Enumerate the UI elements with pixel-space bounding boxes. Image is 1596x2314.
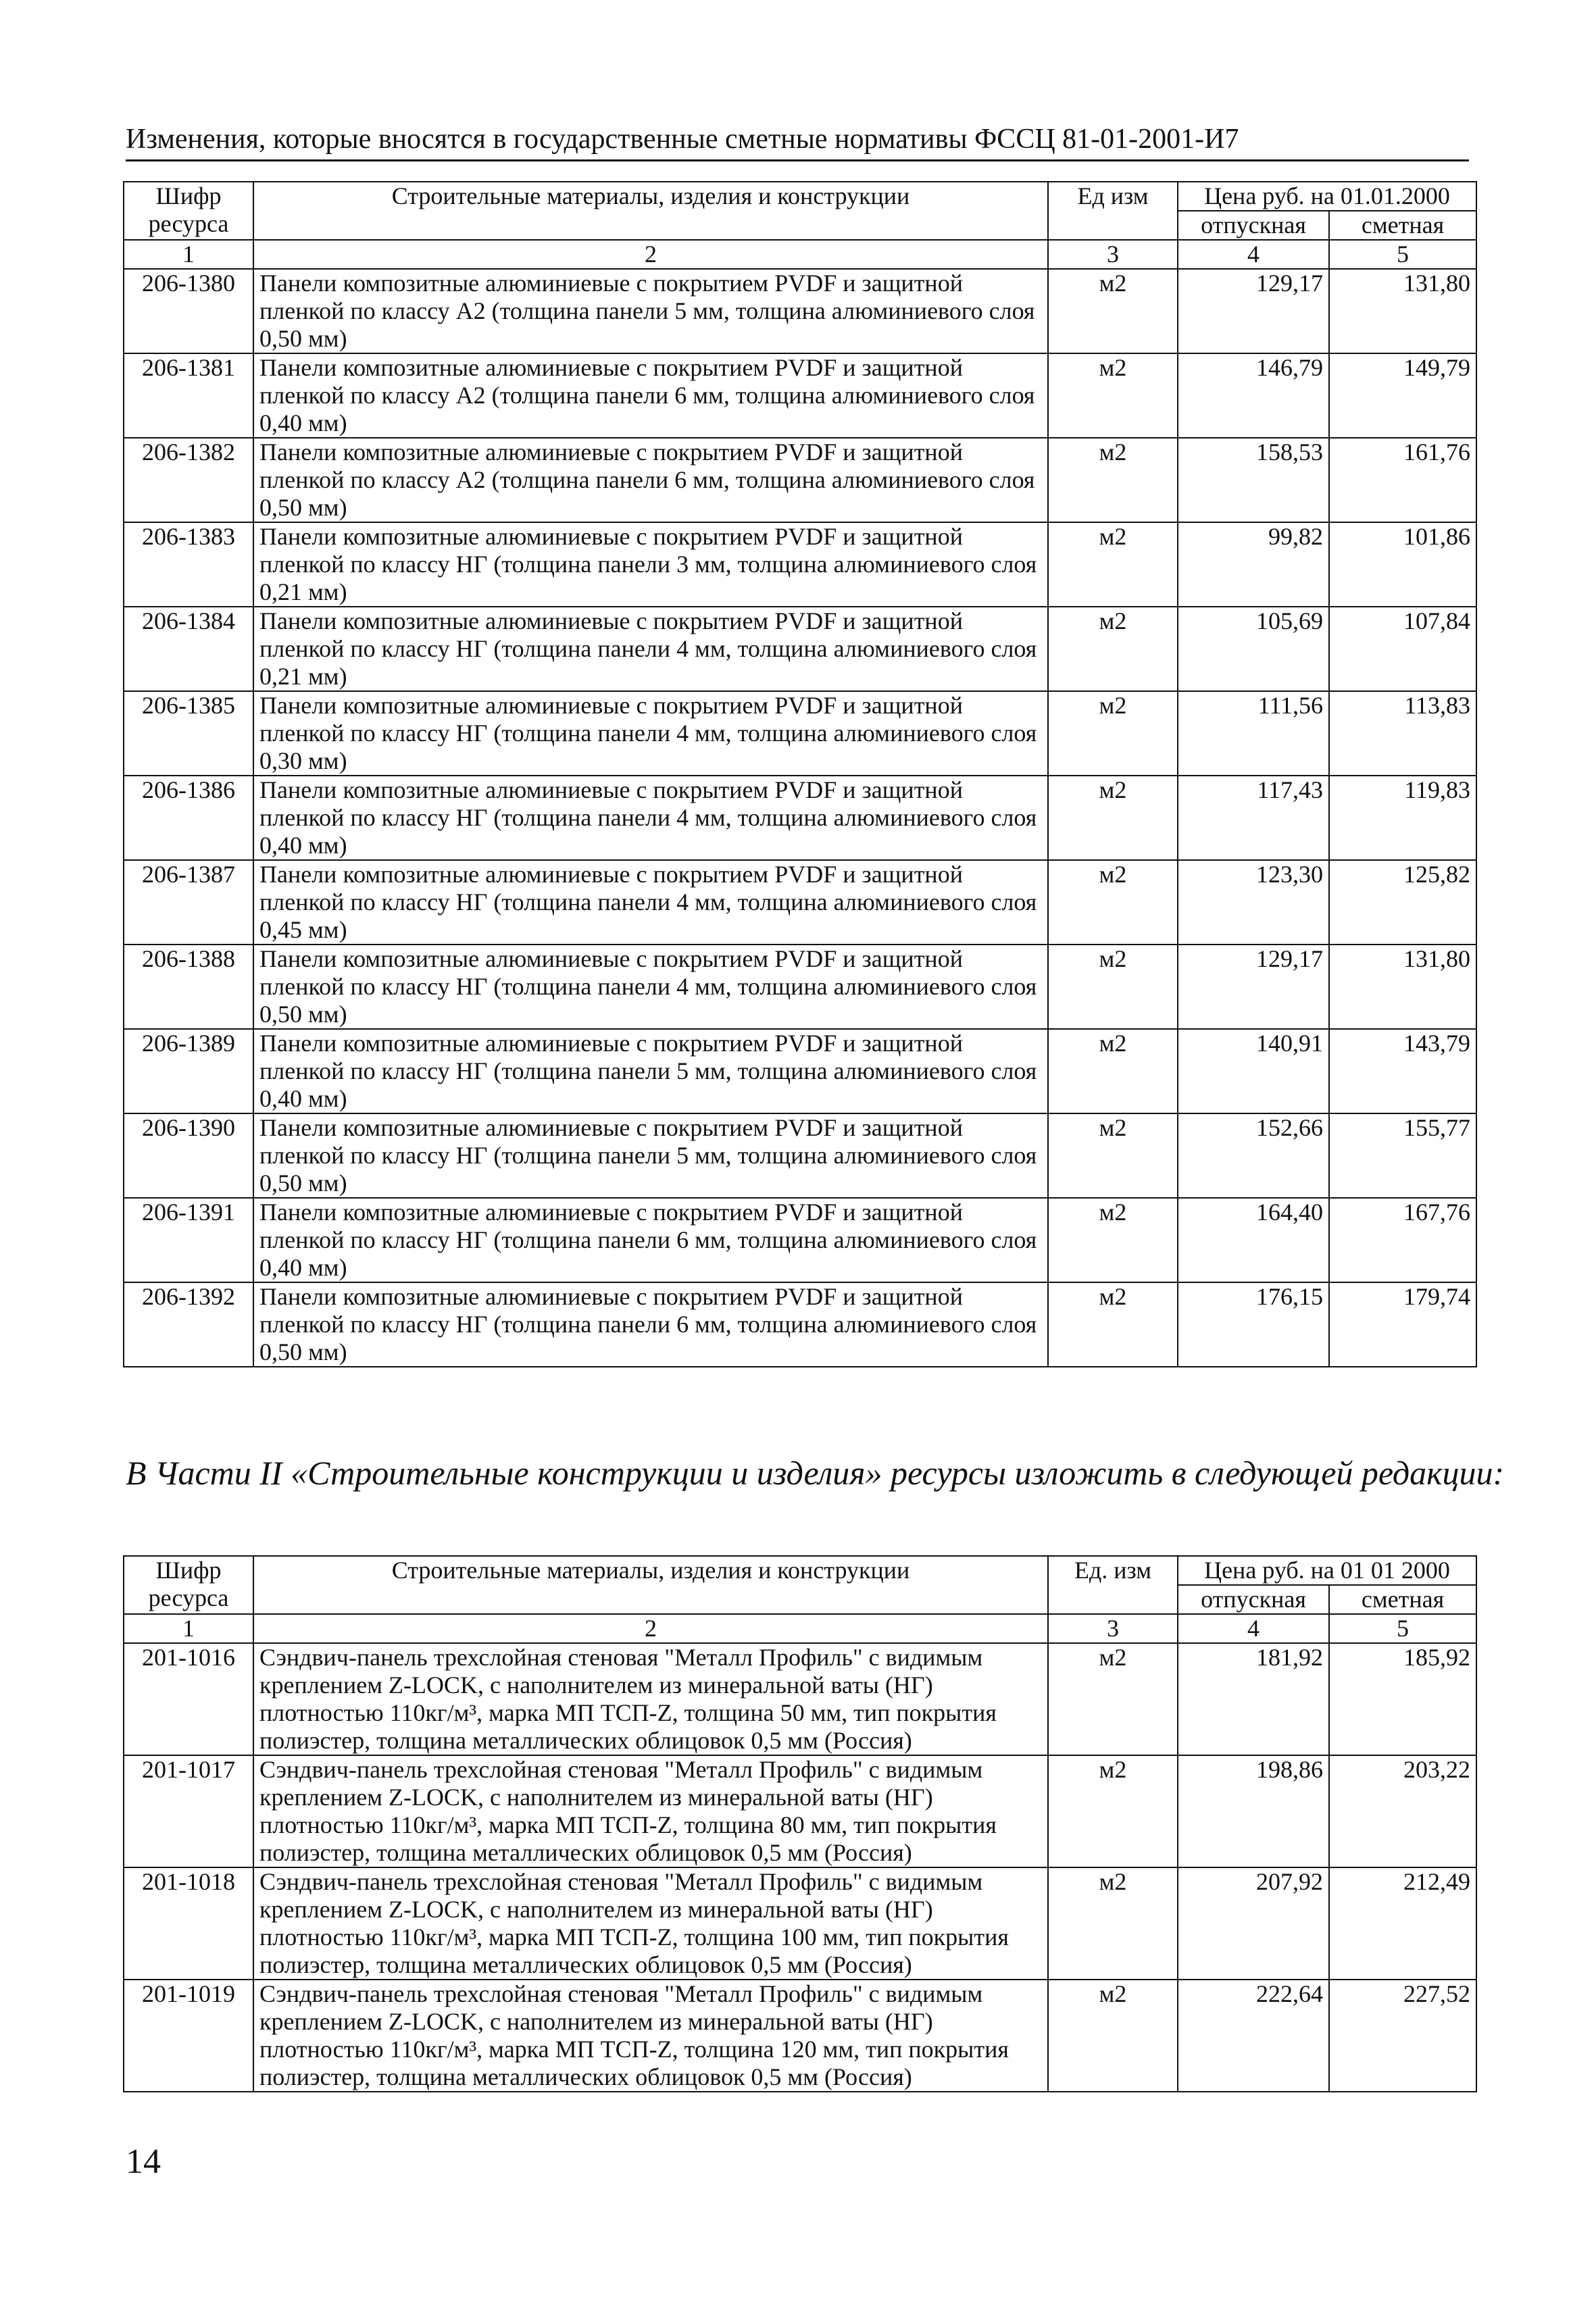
header-name: Строительные материалы, изделия и конструкции	[253, 1556, 1048, 1614]
resource-name-cell: Панели композитные алюминиевые с покрытием PVDF и защитной пленкой по классу НГ (толщина панели 4 мм, толщина алюминиевого слоя 0,45 мм)	[253, 860, 1048, 945]
release-price-cell: 222,64	[1178, 1980, 1329, 2092]
page-header: Изменения, которые вносятся в государственные сметные нормативы ФССЦ 81-01-2001-И7	[126, 120, 1469, 161]
resource-name-cell: Сэндвич-панель трехслойная стеновая "Металл Профиль" с видимым креплением Z-LOCK, с наполнителем из минеральной ваты (НГ) плотностью 110кг/м³, марка МП ТСП-Z, толщина 80 мм, тип покрытия полиэстер, толщина металлических облицовок 0,5 мм (Россия)	[253, 1755, 1048, 1867]
column-number: 2	[253, 1614, 1048, 1643]
resource-code-cell: 201-1018	[124, 1867, 253, 1980]
resource-code-cell: 206-1388	[124, 945, 253, 1029]
resource-code-cell: 206-1387	[124, 860, 253, 945]
header-code: Шифр ресурса	[124, 1556, 253, 1614]
resource-name-cell: Панели композитные алюминиевые с покрытием PVDF и защитной пленкой по классу А2 (толщина панели 6 мм, толщина алюминиевого слоя 0,50 мм)	[253, 438, 1048, 522]
resource-code-cell: 206-1385	[124, 691, 253, 776]
resource-table-part-i	[123, 181, 1477, 1367]
column-number: 1	[124, 240, 253, 269]
table-row	[124, 1282, 1476, 1367]
header-price-estimate: сметная	[1329, 1585, 1476, 1614]
header-price-group: Цена руб. на 01.01.2000	[1178, 182, 1476, 211]
table-row	[124, 945, 1476, 1029]
unit-cell: м2	[1048, 1198, 1178, 1282]
resource-name-cell: Панели композитные алюминиевые с покрытием PVDF и защитной пленкой по классу НГ (толщина панели 6 мм, толщина алюминиевого слоя 0,50 мм)	[253, 1282, 1048, 1367]
column-number: 5	[1329, 1614, 1476, 1643]
resource-code-cell: 206-1381	[124, 353, 253, 438]
resource-code-cell: 206-1382	[124, 438, 253, 522]
unit-cell: м2	[1048, 860, 1178, 945]
unit-cell: м2	[1048, 438, 1178, 522]
unit-cell: м2	[1048, 776, 1178, 860]
resource-code-cell: 206-1386	[124, 776, 253, 860]
resource-name-cell: Сэндвич-панель трехслойная стеновая "Металл Профиль" с видимым креплением Z-LOCK, с наполнителем из минеральной ваты (НГ) плотностью 110кг/м³, марка МП ТСП-Z, толщина 100 мм, тип покрытия полиэстер, толщина металлических облицовок 0,5 мм (Россия)	[253, 1867, 1048, 1980]
resource-name-cell: Панели композитные алюминиевые с покрытием PVDF и защитной пленкой по классу А2 (толщина панели 5 мм, толщина алюминиевого слоя 0,50 мм)	[253, 269, 1048, 353]
estimate-price-cell: 149,79	[1329, 353, 1476, 438]
resource-code-cell: 206-1391	[124, 1198, 253, 1282]
column-number: 4	[1178, 1614, 1329, 1643]
estimate-price-cell: 167,76	[1329, 1198, 1476, 1282]
unit-cell: м2	[1048, 945, 1178, 1029]
release-price-cell: 99,82	[1178, 522, 1329, 607]
header-unit: Ед. изм	[1048, 1556, 1178, 1614]
release-price-cell: 123,30	[1178, 860, 1329, 945]
resource-code-cell: 201-1017	[124, 1755, 253, 1867]
estimate-price-cell: 143,79	[1329, 1029, 1476, 1113]
resource-name-cell: Панели композитные алюминиевые с покрытием PVDF и защитной пленкой по классу А2 (толщина панели 6 мм, толщина алюминиевого слоя 0,40 мм)	[253, 353, 1048, 438]
table-row	[124, 1980, 1476, 2092]
resource-name-cell: Панели композитные алюминиевые с покрытием PVDF и защитной пленкой по классу НГ (толщина панели 6 мм, толщина алюминиевого слоя 0,40 мм)	[253, 1198, 1048, 1282]
release-price-cell: 198,86	[1178, 1755, 1329, 1867]
estimate-price-cell: 113,83	[1329, 691, 1476, 776]
table-row	[124, 1755, 1476, 1867]
resource-name-cell: Панели композитные алюминиевые с покрытием PVDF и защитной пленкой по классу НГ (толщина панели 4 мм, толщина алюминиевого слоя 0,30 мм)	[253, 691, 1048, 776]
resource-name-cell: Панели композитные алюминиевые с покрытием PVDF и защитной пленкой по классу НГ (толщина панели 4 мм, толщина алюминиевого слоя 0,21 мм)	[253, 607, 1048, 691]
unit-cell: м2	[1048, 691, 1178, 776]
column-number: 2	[253, 240, 1048, 269]
estimate-price-cell: 212,49	[1329, 1867, 1476, 1980]
estimate-price-cell: 119,83	[1329, 776, 1476, 860]
release-price-cell: 158,53	[1178, 438, 1329, 522]
table-row	[124, 607, 1476, 691]
estimate-price-cell: 155,77	[1329, 1113, 1476, 1198]
estimate-price-cell: 179,74	[1329, 1282, 1476, 1367]
unit-cell: м2	[1048, 1755, 1178, 1867]
table-row	[124, 776, 1476, 860]
column-number: 3	[1048, 1614, 1178, 1643]
estimate-price-cell: 131,80	[1329, 269, 1476, 353]
resource-name-cell: Панели композитные алюминиевые с покрытием PVDF и защитной пленкой по классу НГ (толщина панели 3 мм, толщина алюминиевого слоя 0,21 мм)	[253, 522, 1048, 607]
table-row	[124, 1867, 1476, 1980]
table-row	[124, 1113, 1476, 1198]
resource-name-cell: Панели композитные алюминиевые с покрытием PVDF и защитной пленкой по классу НГ (толщина панели 4 мм, толщина алюминиевого слоя 0,40 мм)	[253, 776, 1048, 860]
column-number: 3	[1048, 240, 1178, 269]
release-price-cell: 129,17	[1178, 945, 1329, 1029]
column-number: 5	[1329, 240, 1476, 269]
table-row	[124, 1029, 1476, 1113]
resource-code-cell: 206-1390	[124, 1113, 253, 1198]
unit-cell: м2	[1048, 1980, 1178, 2092]
estimate-price-cell: 185,92	[1329, 1643, 1476, 1755]
unit-cell: м2	[1048, 1113, 1178, 1198]
release-price-cell: 181,92	[1178, 1643, 1329, 1755]
unit-cell: м2	[1048, 1282, 1178, 1367]
table-row	[124, 522, 1476, 607]
table-row	[124, 269, 1476, 353]
resource-code-cell: 201-1016	[124, 1643, 253, 1755]
release-price-cell: 207,92	[1178, 1867, 1329, 1980]
release-price-cell: 176,15	[1178, 1282, 1329, 1367]
table-row	[124, 353, 1476, 438]
header-price-group: Цена руб. на 01 01 2000	[1178, 1556, 1476, 1585]
unit-cell: м2	[1048, 353, 1178, 438]
resource-code-cell: 206-1389	[124, 1029, 253, 1113]
release-price-cell: 140,91	[1178, 1029, 1329, 1113]
estimate-price-cell: 227,52	[1329, 1980, 1476, 2092]
header-price-estimate: сметная	[1329, 211, 1476, 240]
resource-name-cell: Сэндвич-панель трехслойная стеновая "Металл Профиль" с видимым креплением Z-LOCK, с наполнителем из минеральной ваты (НГ) плотностью 110кг/м³, марка МП ТСП-Z, толщина 50 мм, тип покрытия полиэстер, толщина металлических облицовок 0,5 мм (Россия)	[253, 1643, 1048, 1755]
estimate-price-cell: 161,76	[1329, 438, 1476, 522]
column-number: 4	[1178, 240, 1329, 269]
table-row	[124, 1643, 1476, 1755]
release-price-cell: 105,69	[1178, 607, 1329, 691]
resource-code-cell: 201-1019	[124, 1980, 253, 2092]
unit-cell: м2	[1048, 1867, 1178, 1980]
estimate-price-cell: 203,22	[1329, 1755, 1476, 1867]
header-code: Шифр ресурса	[124, 182, 253, 240]
resource-code-cell: 206-1384	[124, 607, 253, 691]
header-unit: Ед изм	[1048, 182, 1178, 240]
resource-name-cell: Панели композитные алюминиевые с покрытием PVDF и защитной пленкой по классу НГ (толщина панели 5 мм, толщина алюминиевого слоя 0,50 мм)	[253, 1113, 1048, 1198]
column-number: 1	[124, 1614, 253, 1643]
resource-name-cell: Сэндвич-панель трехслойная стеновая "Металл Профиль" с видимым креплением Z-LOCK, с наполнителем из минеральной ваты (НГ) плотностью 110кг/м³, марка МП ТСП-Z, толщина 120 мм, тип покрытия полиэстер, толщина металлических облицовок 0,5 мм (Россия)	[253, 1980, 1048, 2092]
table-row	[124, 1198, 1476, 1282]
resource-code-cell: 206-1383	[124, 522, 253, 607]
table-row	[124, 438, 1476, 522]
unit-cell: м2	[1048, 522, 1178, 607]
release-price-cell: 164,40	[1178, 1198, 1329, 1282]
release-price-cell: 129,17	[1178, 269, 1329, 353]
estimate-price-cell: 131,80	[1329, 945, 1476, 1029]
page-number: 14	[126, 2142, 161, 2181]
resource-code-cell: 206-1380	[124, 269, 253, 353]
header-price-release: отпускная	[1178, 211, 1329, 240]
table-row	[124, 691, 1476, 776]
release-price-cell: 146,79	[1178, 353, 1329, 438]
unit-cell: м2	[1048, 607, 1178, 691]
release-price-cell: 152,66	[1178, 1113, 1329, 1198]
release-price-cell: 117,43	[1178, 776, 1329, 860]
estimate-price-cell: 101,86	[1329, 522, 1476, 607]
unit-cell: м2	[1048, 1029, 1178, 1113]
resource-name-cell: Панели композитные алюминиевые с покрытием PVDF и защитной пленкой по классу НГ (толщина панели 4 мм, толщина алюминиевого слоя 0,50 мм)	[253, 945, 1048, 1029]
resource-name-cell: Панели композитные алюминиевые с покрытием PVDF и защитной пленкой по классу НГ (толщина панели 5 мм, толщина алюминиевого слоя 0,40 мм)	[253, 1029, 1048, 1113]
table-row	[124, 860, 1476, 945]
header-name: Строительные материалы, изделия и конструкции	[253, 182, 1048, 240]
release-price-cell: 111,56	[1178, 691, 1329, 776]
header-price-release: отпускная	[1178, 1585, 1329, 1614]
estimate-price-cell: 107,84	[1329, 607, 1476, 691]
unit-cell: м2	[1048, 269, 1178, 353]
resource-table-part-ii	[123, 1555, 1477, 2092]
section-heading: В Части II «Строительные конструкции и изделия» ресурсы изложить в следующей редакции:	[126, 1454, 1505, 1492]
unit-cell: м2	[1048, 1643, 1178, 1755]
estimate-price-cell: 125,82	[1329, 860, 1476, 945]
resource-code-cell: 206-1392	[124, 1282, 253, 1367]
